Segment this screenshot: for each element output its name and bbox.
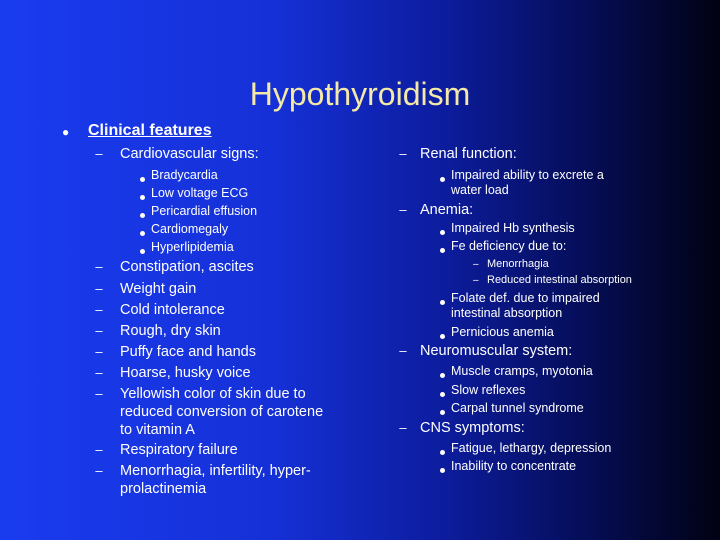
feature-item: Hoarse, husky voice [120,365,251,381]
bullet-dot-icon [440,230,445,235]
neuro-item: Carpal tunnel syndrome [451,401,584,415]
bullet-dot-icon [140,213,145,218]
cardio-item: Low voltage ECG [151,186,249,200]
dash-icon: – [95,344,103,359]
anemia-item: Fe deficiency due to: [451,239,567,253]
cns-label: CNS symptoms: [420,420,525,436]
feature-item: Weight gain [120,281,197,297]
dash-icon: – [399,202,407,217]
bullet-dot-icon [440,373,445,378]
cardio-item: Bradycardia [151,168,218,182]
anemia-label: Anemia: [420,202,474,218]
neuro-item: Muscle cramps, myotonia [451,364,593,378]
bullet-dot-icon [440,248,445,253]
neuro-item: Slow reflexes [451,383,526,397]
anemia-item: Impaired Hb synthesis [451,221,575,235]
feature-item-continued: to vitamin A [120,422,195,438]
cns-item: Inability to concentrate [451,459,577,473]
cns-item: Fatigue, lethargy, depression [451,441,612,455]
bullet-dot-icon [140,249,145,254]
bullet-dot-icon [440,410,445,415]
dash-icon: – [95,259,103,274]
bullet-dot-icon [440,177,445,182]
heading-bullet-icon: ● [62,125,70,139]
slide-title: Hypothyroidism [249,76,471,112]
cardio-item: Pericardial effusion [151,204,258,218]
dash-icon: – [95,463,103,478]
anemia-item: Folate def. due to impaired [451,291,600,305]
renal-item-continued: water load [451,183,509,197]
bullet-dot-icon [140,231,145,236]
dash-icon: – [473,259,479,270]
feature-item: Menorrhagia, infertility, hyper- [120,463,311,479]
dash-icon: – [95,146,103,161]
dash-icon: – [399,343,407,358]
dash-icon: – [95,386,103,401]
cardio-item: Cardiomegaly [151,222,229,236]
dash-icon: – [95,323,103,338]
renal-label: Renal function: [420,146,517,162]
renal-item: Impaired ability to excrete a [451,168,604,182]
feature-item: Cold intolerance [120,302,225,318]
cardio-label: Cardiovascular signs: [120,146,259,162]
bullet-dot-icon [140,195,145,200]
dash-icon: – [95,365,103,380]
feature-item: Respiratory failure [120,442,238,458]
cardio-item: Hyperlipidemia [151,240,234,254]
dash-icon: – [95,281,103,296]
bullet-dot-icon [440,334,445,339]
feature-item-continued: prolactinemia [120,481,207,497]
feature-item: Rough, dry skin [120,323,221,339]
feature-item: Puffy face and hands [120,344,256,360]
bullet-dot-icon [440,450,445,455]
dash-icon: – [95,302,103,317]
fe-cause-item: Menorrhagia [487,258,549,270]
feature-item: Constipation, ascites [120,259,254,275]
dash-icon: – [95,442,103,457]
feature-item: Yellowish color of skin due to [120,386,306,402]
anemia-item-continued: intestinal absorption [451,306,563,320]
dash-icon: – [473,275,479,286]
bullet-dot-icon [440,392,445,397]
bullet-dot-icon [440,300,445,305]
dash-icon: – [399,146,407,161]
section-heading: Clinical features [88,122,212,139]
neuro-label: Neuromuscular system: [420,343,573,359]
bullet-dot-icon [440,468,445,473]
fe-cause-item: Reduced intestinal absorption [487,274,632,286]
bullet-dot-icon [140,177,145,182]
dash-icon: – [399,420,407,435]
anemia-item: Pernicious anemia [451,325,554,339]
feature-item-continued: reduced conversion of carotene [120,404,324,420]
